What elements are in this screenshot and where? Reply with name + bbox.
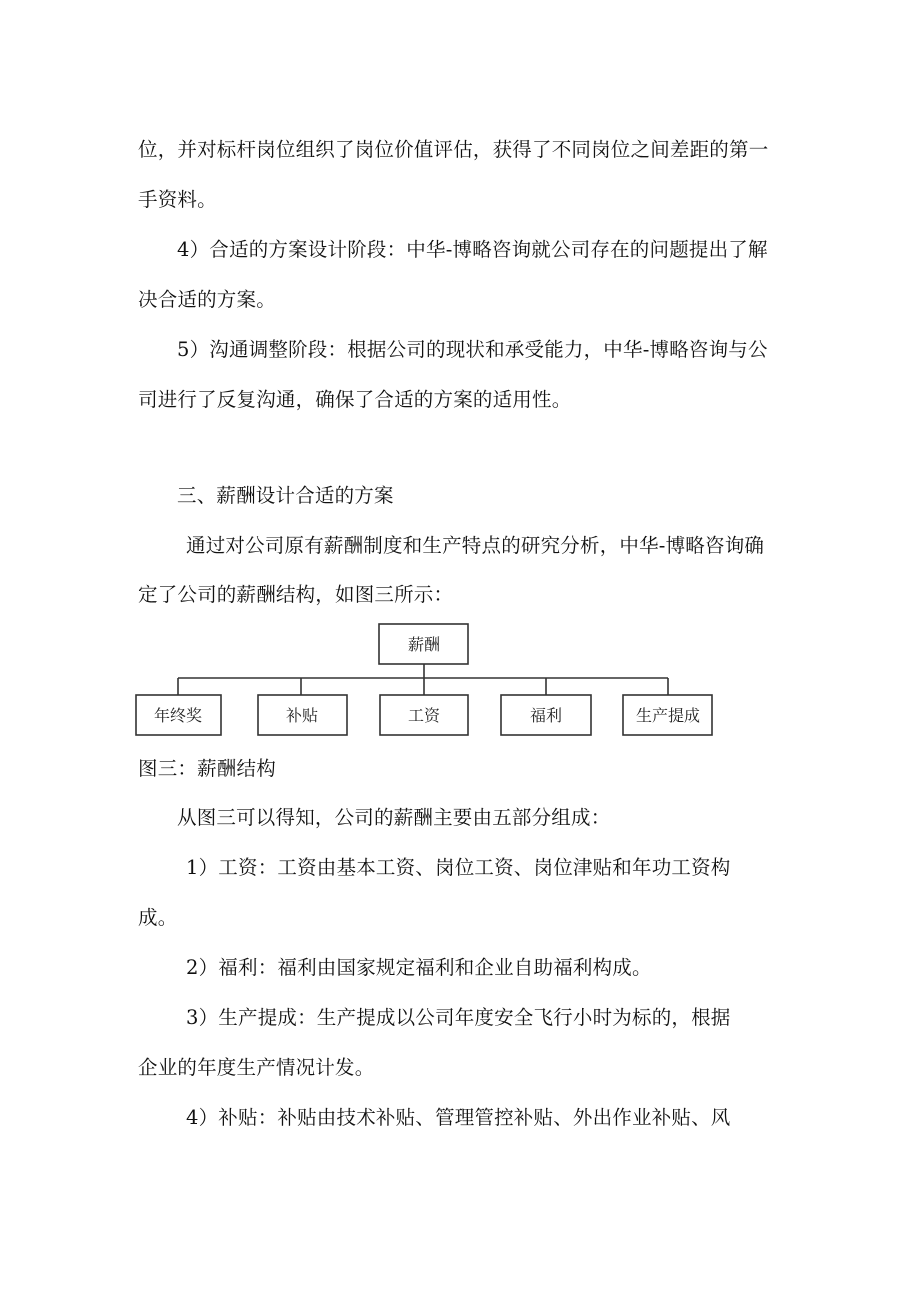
section-heading: 三、薪酬设计合适的方案: [177, 484, 394, 507]
org-child-label: 工资: [407, 706, 441, 725]
org-child-box: [501, 695, 591, 735]
paragraph-line: 5）沟通调整阶段：根据公司的现状和承受能力，中华-博略咨询与公: [177, 338, 768, 361]
paragraph-line: 手资料。: [138, 188, 217, 211]
org-child-label: 年终奖: [153, 706, 203, 725]
paragraph-line: 3）生产提成：生产提成以公司年度安全飞行小时为标的，根据: [186, 1006, 731, 1029]
paragraph-line: 企业的年度生产情况计发。: [138, 1056, 375, 1079]
paragraph-line: 定了公司的薪酬结构，如图三所示：: [138, 583, 454, 606]
org-child-box: [136, 695, 221, 735]
paragraph-line: 司进行了反复沟通，确保了合适的方案的适用性。: [138, 388, 572, 411]
paragraph-line: 成。: [138, 906, 178, 929]
org-root-box: [379, 624, 468, 664]
paragraph-line: 1）工资：工资由基本工资、岗位工资、岗位津贴和年功工资构: [186, 856, 731, 879]
org-child-label: 福利: [529, 706, 563, 725]
org-root-label: 薪酬: [407, 635, 441, 654]
paragraph-line: 2）福利：福利由国家规定福利和企业自助福利构成。: [186, 956, 652, 979]
paragraph-line: 决合适的方案。: [138, 288, 276, 311]
paragraph-line: 位，并对标杆岗位组织了岗位价值评估，获得了不同岗位之间差距的第一: [138, 138, 769, 161]
figure-caption: 图三：薪酬结构: [138, 757, 276, 780]
paragraph-line: 4）合适的方案设计阶段：中华-博略咨询就公司存在的问题提出了解: [177, 238, 768, 261]
paragraph-line: 从图三可以得知，公司的薪酬主要由五部分组成：: [177, 806, 611, 829]
org-child-box: [623, 695, 712, 735]
paragraph-line: 4）补贴：补贴由技术补贴、管理管控补贴、外出作业补贴、风: [186, 1106, 731, 1129]
org-child-label: 生产提成: [635, 706, 701, 725]
paragraph-line: 通过对公司原有薪酬制度和生产特点的研究分析，中华-博略咨询确: [186, 534, 765, 557]
org-child-label: 补贴: [285, 706, 319, 725]
org-child-box: [380, 695, 468, 735]
org-child-box: [258, 695, 347, 735]
